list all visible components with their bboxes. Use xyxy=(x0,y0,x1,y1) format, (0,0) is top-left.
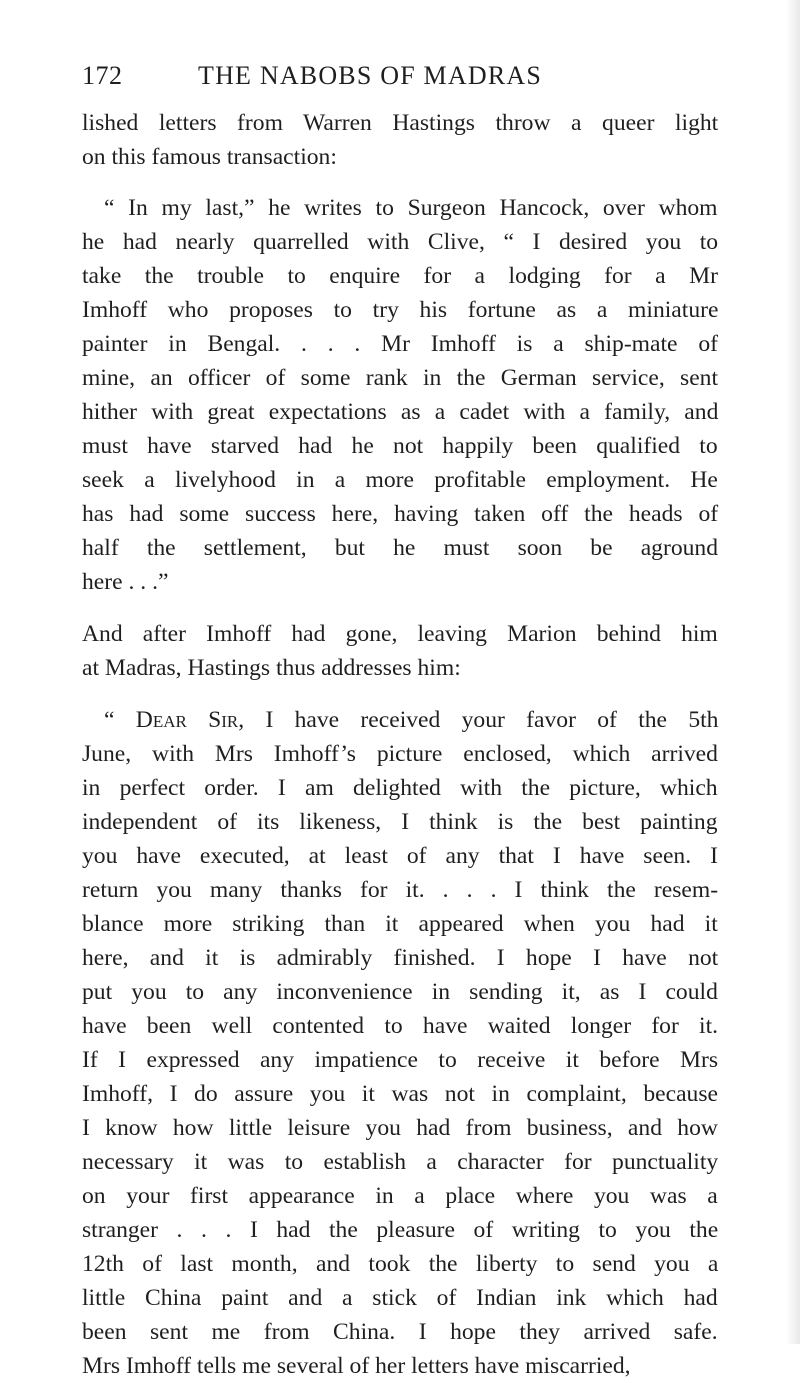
text-line: here . . .” xyxy=(82,569,169,595)
quoted-letter-hancock xyxy=(82,191,718,599)
text-line: on this famous transaction: xyxy=(82,144,337,170)
text-line: If I expressed any impatience to receive it before Mrs xyxy=(82,1047,719,1073)
text-line: necessary it was to establish a character for punctuality xyxy=(82,1149,719,1175)
text-line: you have executed, at least of any that I have seen. I xyxy=(82,843,718,869)
text-line: at Madras, Hastings thus addresses him: xyxy=(82,655,461,681)
text-line: take the trouble to enquire for a lodging for a Mr xyxy=(82,263,718,289)
text-line: stranger . . . I had the pleasure of writing to you the xyxy=(82,1217,719,1243)
open-quote: “ xyxy=(104,707,136,733)
text-line: half the settlement, but he must soon be aground xyxy=(82,535,719,561)
text-line: in perfect order. I am delighted with the picture, which xyxy=(82,775,718,801)
text-line: I know how little leisure you had from business, and how xyxy=(82,1115,718,1141)
text-line: 12th of last month, and took the liberty to send you a xyxy=(82,1251,719,1277)
text-line: mine, an officer of some rank in the German service, sent xyxy=(82,365,719,391)
text-line: blance more striking than it appeared when you had it xyxy=(82,911,718,937)
text-line: here, and it is admirably finished. I hope I have not xyxy=(82,945,719,971)
text-line: been sent me from China. I hope they arrived safe. xyxy=(82,1319,718,1345)
text-line: put you to any inconvenience in sending it, as I could xyxy=(82,979,718,1005)
text-line: on your first appearance in a place where you was a xyxy=(82,1183,718,1209)
text-line: hither with great expectations as a cadet with a family, and xyxy=(82,399,719,425)
text-line: must have starved had he not happily been qualified to xyxy=(82,433,718,459)
text-line: he had nearly quarrelled with Clive, “ I desired you to xyxy=(82,229,719,255)
text-line: has had some success here, having taken off the heads of xyxy=(82,501,719,527)
text-line: seek a livelyhood in a more profitable employment. He xyxy=(82,467,718,493)
text-line xyxy=(82,703,718,737)
text-line: Imhoff who proposes to try his fortune as a miniature xyxy=(82,297,719,323)
text-line: painter in Bengal. . . . Mr Imhoff is a ship-mate of xyxy=(82,331,718,357)
text-line: return you many thanks for it. . . . I think the resem- xyxy=(82,877,719,903)
text-line: lished letters from Warren Hastings throw a queer light xyxy=(82,110,719,136)
text-line: Mrs Imhoff tells me several of her letters have miscarried, xyxy=(82,1353,631,1379)
page-header xyxy=(82,56,718,96)
narrative-paragraph xyxy=(82,617,718,685)
text-line: And after Imhoff had gone, leaving Marion behind him xyxy=(82,621,718,647)
text-line: have been well contented to have waited longer for it. xyxy=(82,1013,719,1039)
page-number: 172 xyxy=(82,61,123,90)
salutation: Dear Sir, xyxy=(135,707,245,733)
running-title: THE NABOBS OF MADRAS xyxy=(198,61,542,90)
paragraph-continuation xyxy=(82,106,718,174)
salutation-continuation: I have received your favor of the 5th xyxy=(244,707,719,733)
page-edge-shadow xyxy=(786,0,800,1344)
text-line: “ In my last,” he writes to Surgeon Hancock, over whom xyxy=(104,195,718,221)
text-line: Imhoff, I do assure you it was not in complaint, because xyxy=(82,1081,718,1107)
text-line: independent of its likeness, I think is the best painting xyxy=(82,809,718,835)
text-line: little China paint and a stick of Indian ink which had xyxy=(82,1285,718,1311)
text-line: June, with Mrs Imhoff’s picture enclosed, which arrived xyxy=(82,741,718,767)
quoted-letter-imhoff xyxy=(82,703,718,1383)
